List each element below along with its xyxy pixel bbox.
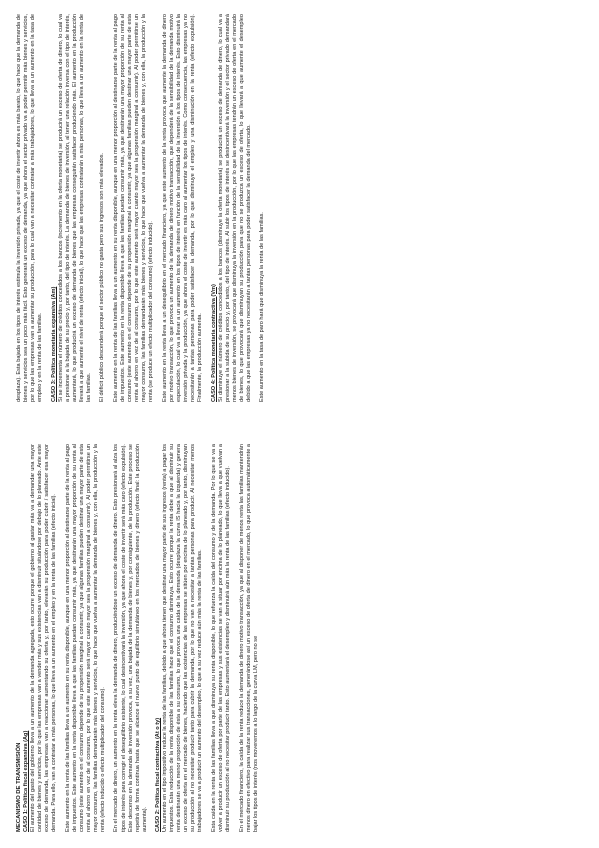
case2-paragraph-2: Esta caída en la renta de las familias lleva a que disminuya su renta disponible, lo que refuerza la caída del consumo y de la demanda. Por lo que se va a volver a producir un exceso de oferta por parte de las empresas y sus existencias se van a situar por encima de lo planeado, lo que lleva a que vuelvan a disminuir su producción al no necesitar producir tanto. Esto aumentará el desempleo y disminuirá aún más la renta de las familias (efecto inducido). — [210, 444, 232, 832]
case1-paragraph-2: Este aumento en la renta de las familias lleva a un aumento en su renta disponible, aunque en una menor proporción al destinarse parte de la renta al pago de impuestos. Este aumento en la renta disponible lleva a que las familias puedan consumir más, ya que destinarán una mayor proporción de su renta al consumo (este aumento en el consumo depende de su propensión marginal a consumir, ya que algunas familias pueden destinar una mayor parte de esta renta al ahorro en vez de al consumo, por lo que este aumento será mayor cuanto mayor sea la propensión marginal a consumir). Al poder permitirse un mayor consumo, las familias demandarán más bienes y servicios, lo que hace que vuelva a aumentar la demanda de bienes y, con ella, la producción y la renta (efecto inducido o efecto multiplicador del consumo). — [64, 444, 106, 832]
right-column — [16, 14, 273, 402]
case3-paragraph-3: Este aumento en la renta de las familias lleva a un aumento en su renta disponible, aunque en una menor proporción al destinarse parte de la renta al pago de impuestos. Este aumento en la renta disponible lleva a que las familias puedan consumir más, ya que destinarán una mayor proporción de su renta al consumo (este aumento en el consumo depende de su propensión marginal a consumir, ya que algunas familias pueden destinar una mayor parte de esta renta al ahorro en vez de al consumo, por lo que este aumento será mayor cuanto mayor sea la propensión marginal a consumir). Al poder permitirse un mayor consumo, las familias demandarán más bienes y servicios, lo que hace que vuelva a aumentar la demanda de bienes y, con ella, la producción y la renta (se produce un efecto multiplicador del consumo) (efecto inducido). — [112, 14, 155, 402]
case4-paragraph-2: Este aumento en la tasa de paro hará que disminuya la renta de las familias. — [259, 212, 266, 402]
case2-paragraph-1: Un aumento en el tipo impositivo reduce la renta de las familias, debido a que ahora tienen que destinar una mayor parte de sus ingresos (renta) a pagar los impuestos. Esta reducción de la renta disponible de las familias hace que el consumo disminuya. Esto ocurre porque la renta debe a que al disminuir su renta destinarán una menor proporción de ésta a su consumo, lo que provoca una caída de la demanda (desplaza la curva IS hacia la izquierda) y genera un exceso de oferta en el mercado de bienes, haciendo que las existencias de las empresas se sitúen por encima de lo planeado y, por tanto, disminuyan su producción al no necesitar producir tanto para cubrir la demanda, por lo que no van a necesitar a tantas personas para producir. Al necesitar menos trabajadores se va a producir un aumento del desempleo, lo que a su vez reduce aún más la renta de las familias. — [162, 444, 204, 832]
case4-paragraph-1: Si disminuye el número de créditos concedidos a los bancos (disminuye la oferta monetaria) se producirá un exceso de demanda de dinero, lo cual va a presionar a la subida de su precio y, por tanto, del tipo de interés. Al subir los tipos de interés se desincentivará la inversión y el sector privado demandará menos bienes de inversión, se provocará que disminuya la inversión en la producción, por lo que las empresas tendrán un exceso de oferta en el mercado de bienes, lo que provocará que disminuyan su producción para que no se produzca un exceso de oferta, lo que llevará a que aumente el desempleo debido a que las empresas ya no necesitarán a tantas personas para poder satisfacer la demanda del mercado. — [217, 14, 252, 402]
case3-paragraph-4: Este aumento en la renta lleva a un desequilibrio en el mercado financiero, ya que este aumento de la renta provoca que aumente la demanda de dinero por motivo transacción, lo que provoca un aumento de la demanda de dinero motivo transacción, que dependerá de la sensibilidad de la demanda motivo especulación, lo cual va a llevar a un aumento en los tipos de interés en función de la sensibilidad de la inversión a los tipos de interés. Esto disminuirá la inversión privada y la producción, ya que ahora el coste de invertir es más caro al aumentar los tipos de interés. Como consecuencia, las empresas ya no necesitarán a tantas personas para poder satisfacer la demanda, por lo que disminuye el empleo y una disminución en la renta (efecto expulsión). Finalmente, la producción aumenta. — [161, 14, 203, 402]
document-title: MECANISMO DE TRANSMISIÓN — [16, 742, 22, 832]
case2-paragraph-3: En el mercado financiero, la caída de la renta reduce la demanda de dinero motivo transacción, ya que al disponer de menos renta las familias mantendrán menos dinero en efectivo para realizar sus transacciones, generándose así un exceso de oferta de dinero en el mercado, lo que provoca automáticamente a bajar los tipos de interés (nos moveremos a lo largo de la curva LM, pero no se — [238, 444, 259, 832]
case1-paragraph-3: En el mercado de dinero, un aumento en la renta eleva la demanda de dinero, produciéndose un exceso de demanda de dinero. Esto presionará al alza los tipos de interés para corregir el desequilibrio existente, lo cual desincentivará la inversión, ya que ahora el coste de invertir será más caro (efecto expulsión). Este descenso en la demanda de inversión provoca, a su vez, una bajada de la demanda de bienes y, por consiguiente, de la producción. Este proceso se repetirá de forma continua hasta que se alcance el nuevo punto de equilibrio simultáneo en los mercados de bienes y dinero (efecto final: la producción aumenta). — [113, 444, 148, 832]
case3-heading: CASO 3: Política monetaria expansiva (Am) — [50, 286, 57, 402]
case1-paragraph-1: El aumento del gasto del gobierno lleva a un aumento de la demanda agregada, esto ocurre porque el gobierno al gastar más va a demandar una mayor cantidad de bienes y servicios, por lo que las empresas van a vender más y sus existencias van a disminuir situándose por debajo de lo planeado. Ante este exceso de demanda, las empresas van a reaccionar aumentando su oferta y, por tanto, elevarán su producción para poder cubrir / satisfacer esa mayor demanda. Para ello, van a contratar a más personas, lo que lleva a un aumento en el empleo y en la renta de las familias (efecto inicial). — [30, 444, 58, 832]
case2-continuation: desplaza). Esta bajada en los tipos de interés estimula la inversión privada, ya que el coste de invertir ahora es más barato, lo que hace que la demanda de bienes y servicios sea un poco más fácil. Esto generará un exceso de demanda, ya que ahora el sector privado va a poder permitir más bienes y servicios, por lo que las empresas van a aumentar su producción, para lo cual van a necesitar contratar a más trabajadores, lo que lleva a un aumento en la tasa de empleo y en la renta de las familias. — [16, 14, 44, 402]
case4-heading: CASO 4: Política monetaria contractiva (Vm) — [210, 284, 217, 402]
case3-paragraph-2: El déficit público descenderá porque el sector público no gasta pero sus ingresos son más elevados. — [99, 152, 106, 402]
case1-heading: CASO 1: Política fiscal expansiva (Ag) — [23, 730, 29, 832]
case2-heading: CASO 2: Política fiscal contractiva (At o ty) — [155, 717, 162, 832]
case3-paragraph-1: Si se incrementa el número de créditos concedidos a los bancos (incremento en la oferta monetaria) se producirá un exceso de oferta de dinero, lo cual va a presionar a la bajada de su precio y, por tanto, del tipo de interés. La demanda de bienes de inversión, al tener una relación inversa con el tipo de interés, aumentará, lo que producirá un exceso de demanda de bienes que las empresas conseguirán satisfacer produciendo más. El aumento en la producción llevará a que aumente el nivel de renta (efecto inicial), lo que hace que las empresas contratarán a más personas, lo que lleva a un aumento en la renta de las familias. — [57, 14, 92, 402]
left-column — [16, 444, 266, 832]
